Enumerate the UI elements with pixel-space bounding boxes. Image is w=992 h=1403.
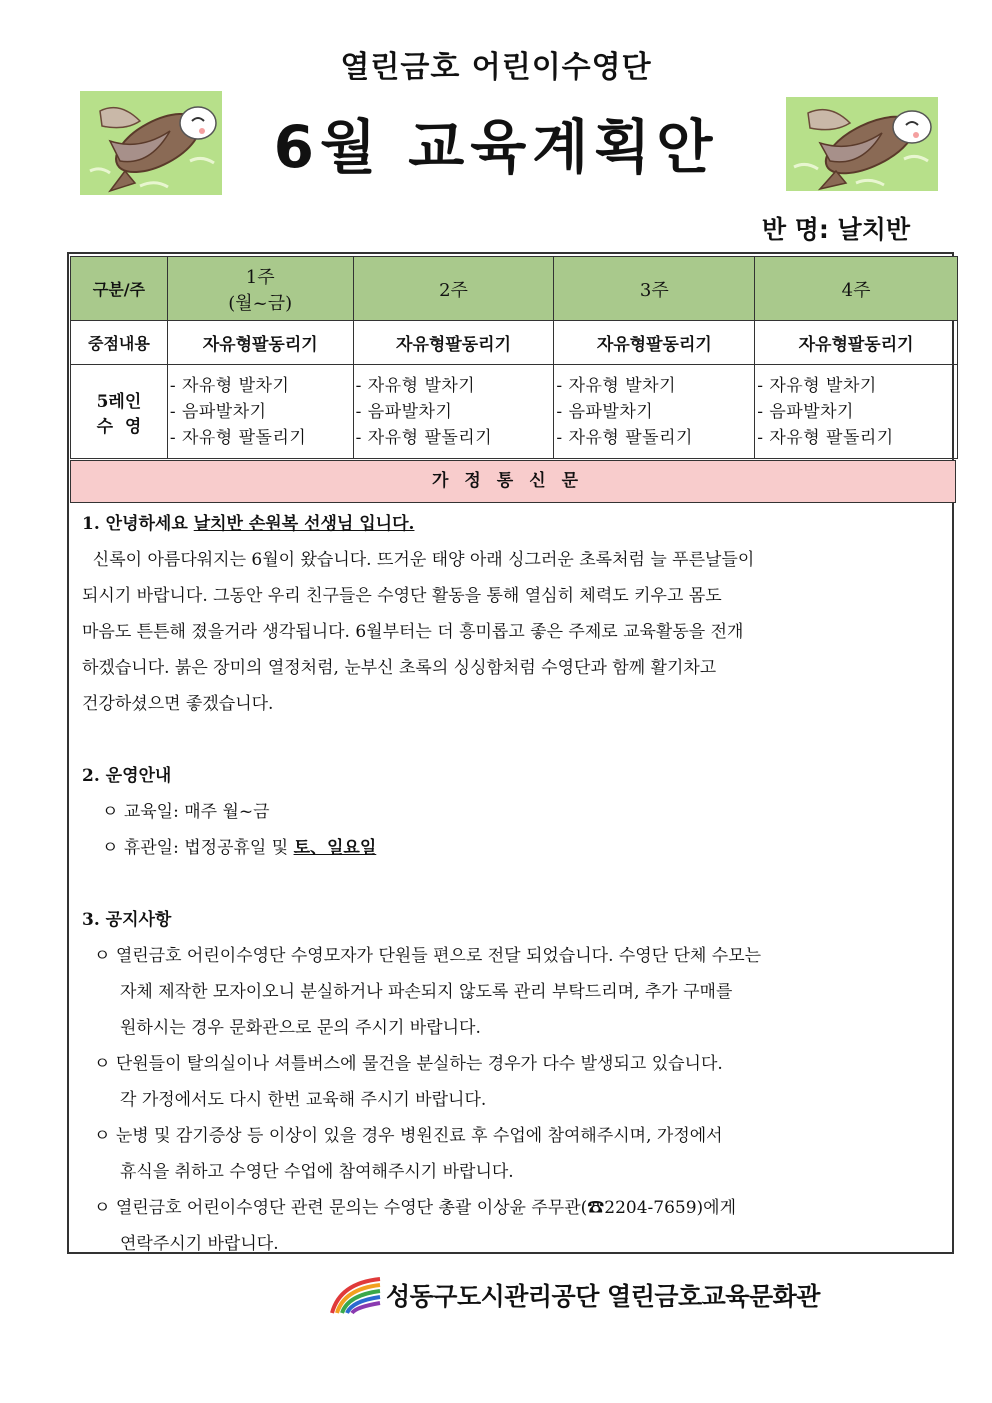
activity-item: - 음파발차기 — [757, 401, 854, 422]
paragraph-line: 건강하셨으면 좋겠습니다. — [82, 694, 274, 714]
week-1-header — [167, 257, 353, 321]
footer-org-name: 성동구도시관리공단 열린금호교육문화관 — [386, 1282, 820, 1311]
rainbow-logo-icon — [330, 1275, 382, 1315]
notice-continuation: 원하시는 경우 문화관으로 문의 주시기 바랍니다. — [120, 1018, 481, 1038]
paragraph-line: 되시기 바랍니다. 그동안 우리 친구들은 수영단 활동을 통해 열심히 체력도 키우고 몸도 — [82, 586, 722, 606]
swim-label-line-2: 수 영 — [96, 416, 142, 437]
notice-item: ㅇ 단원들이 탈의실이나 셔틀버스에 물건을 분실하는 경우가 다수 발생되고 있습니다. — [94, 1054, 723, 1074]
section-3-notices — [82, 938, 944, 1262]
focus-week-2: 자유형팔동리기 — [353, 321, 554, 365]
activity-item: - 자유형 팔돌리기 — [169, 427, 307, 448]
activity-item: - 자유형 팔돌리기 — [355, 427, 493, 448]
activities-week-2 — [353, 365, 554, 459]
notice-continuation: 연락주시기 바랍니다. — [120, 1234, 279, 1254]
table-header-row — [71, 257, 958, 321]
flying-fish-illustration-left — [80, 91, 222, 195]
focus-week-1: 자유형팔동리기 — [167, 321, 353, 365]
notice-continuation: 자체 제작한 모자이오니 분실하거나 파손되지 않도록 관리 부탁드리며, 추가 구매를 — [120, 982, 733, 1002]
activity-item: - 음파발차기 — [169, 401, 267, 422]
activity-item: - 자유형 팔돌리기 — [757, 427, 894, 448]
week-1-label: 1주 — [245, 266, 275, 288]
weekly-plan-table — [70, 256, 958, 459]
week-1-sub: (월~금) — [228, 292, 293, 314]
section-1-paragraph — [82, 542, 944, 722]
activities-week-1 — [167, 365, 353, 459]
activity-item: - 음파발차기 — [556, 401, 654, 422]
focus-week-4: 자유형팔동리기 — [755, 321, 958, 365]
flying-fish-illustration-right — [786, 97, 938, 191]
notice-continuation: 각 가정에서도 다시 한번 교육해 주시기 바랍니다. — [120, 1090, 487, 1110]
activity-item: - 자유형 발차기 — [556, 375, 677, 396]
activity-item: - 자유형 발차기 — [355, 375, 476, 396]
week-2-header: 2주 — [353, 257, 554, 321]
paragraph-line: 하겠습니다. 붉은 장미의 열정처럼, 눈부신 초록의 싱싱함처럼 수영단과 함께 활기차고 — [82, 658, 717, 678]
notice-item: ㅇ 열린금호 어린이수영단 수영모자가 단원들 편으로 전달 되었습니다. 수영단 단체 수모는 — [94, 946, 762, 966]
paragraph-line: 신록이 아름다워지는 6월이 왔습니다. 뜨거운 태양 아래 싱그러운 초록처럼 늘 푸른날들이 — [82, 550, 755, 570]
notice-continuation: 휴식을 취하고 수영단 수업에 참여해주시기 바랍니다. — [120, 1162, 514, 1182]
corner-cell: 구분/주 — [71, 257, 168, 321]
activity-item: - 자유형 발차기 — [169, 375, 290, 396]
newsletter-body — [82, 506, 944, 1262]
focus-label: 중점내용 — [71, 321, 168, 365]
section-3-heading: 3. 공지사항 — [82, 910, 172, 930]
section-2-item: ㅇ 교육일: 매주 월~금 — [102, 802, 270, 822]
page-title: 6월 교육계획안 — [273, 113, 719, 181]
activities-week-4 — [755, 365, 958, 459]
paragraph-line: 마음도 튼튼해 졌을거라 생각됩니다. 6월부터는 더 흥미롭고 좋은 주제로 교육활동을 전개 — [82, 622, 744, 642]
section-1-heading-text: 1. 안녕하세요 — [82, 514, 194, 534]
focus-row — [71, 321, 958, 365]
swim-label — [71, 365, 168, 459]
activity-item: - 음파발차기 — [355, 401, 453, 422]
newsletter-title-bar: 가정통신문 — [70, 460, 956, 503]
section-2-weekend: 토、일요일 — [293, 838, 377, 858]
notice-item: ㅇ 열린금호 어린이수영단 관련 문의는 수영단 총괄 이상윤 주무관(☎2204-7659)에게 — [94, 1198, 737, 1218]
footer-logo — [330, 1270, 820, 1320]
swim-row — [71, 365, 958, 459]
header-subtitle: 열린금호 어린이수영단 — [340, 50, 652, 85]
week-3-header: 3주 — [554, 257, 755, 321]
class-name: 반 명: 날치반 — [761, 215, 910, 244]
notice-item: ㅇ 눈병 및 감기증상 등 이상이 있을 경우 병원진료 후 수업에 참여해주시며, 가정에서 — [94, 1126, 723, 1146]
activities-week-3 — [554, 365, 755, 459]
section-2-heading: 2. 운영안내 — [82, 766, 172, 786]
week-4-header: 4주 — [755, 257, 958, 321]
activity-item: - 자유형 발차기 — [757, 375, 877, 396]
activity-item: - 자유형 팔돌리기 — [556, 427, 693, 448]
focus-week-3: 자유형팔동리기 — [554, 321, 755, 365]
section-2-item — [82, 830, 944, 866]
section-1-heading — [82, 506, 944, 542]
section-2-item-text: ㅇ 휴관일: 법정공휴일 및 — [102, 838, 294, 858]
section-1-teacher: 날치반 손원복 선생님 입니다. — [193, 514, 415, 534]
swim-label-line-1: 5레인 — [96, 391, 142, 412]
